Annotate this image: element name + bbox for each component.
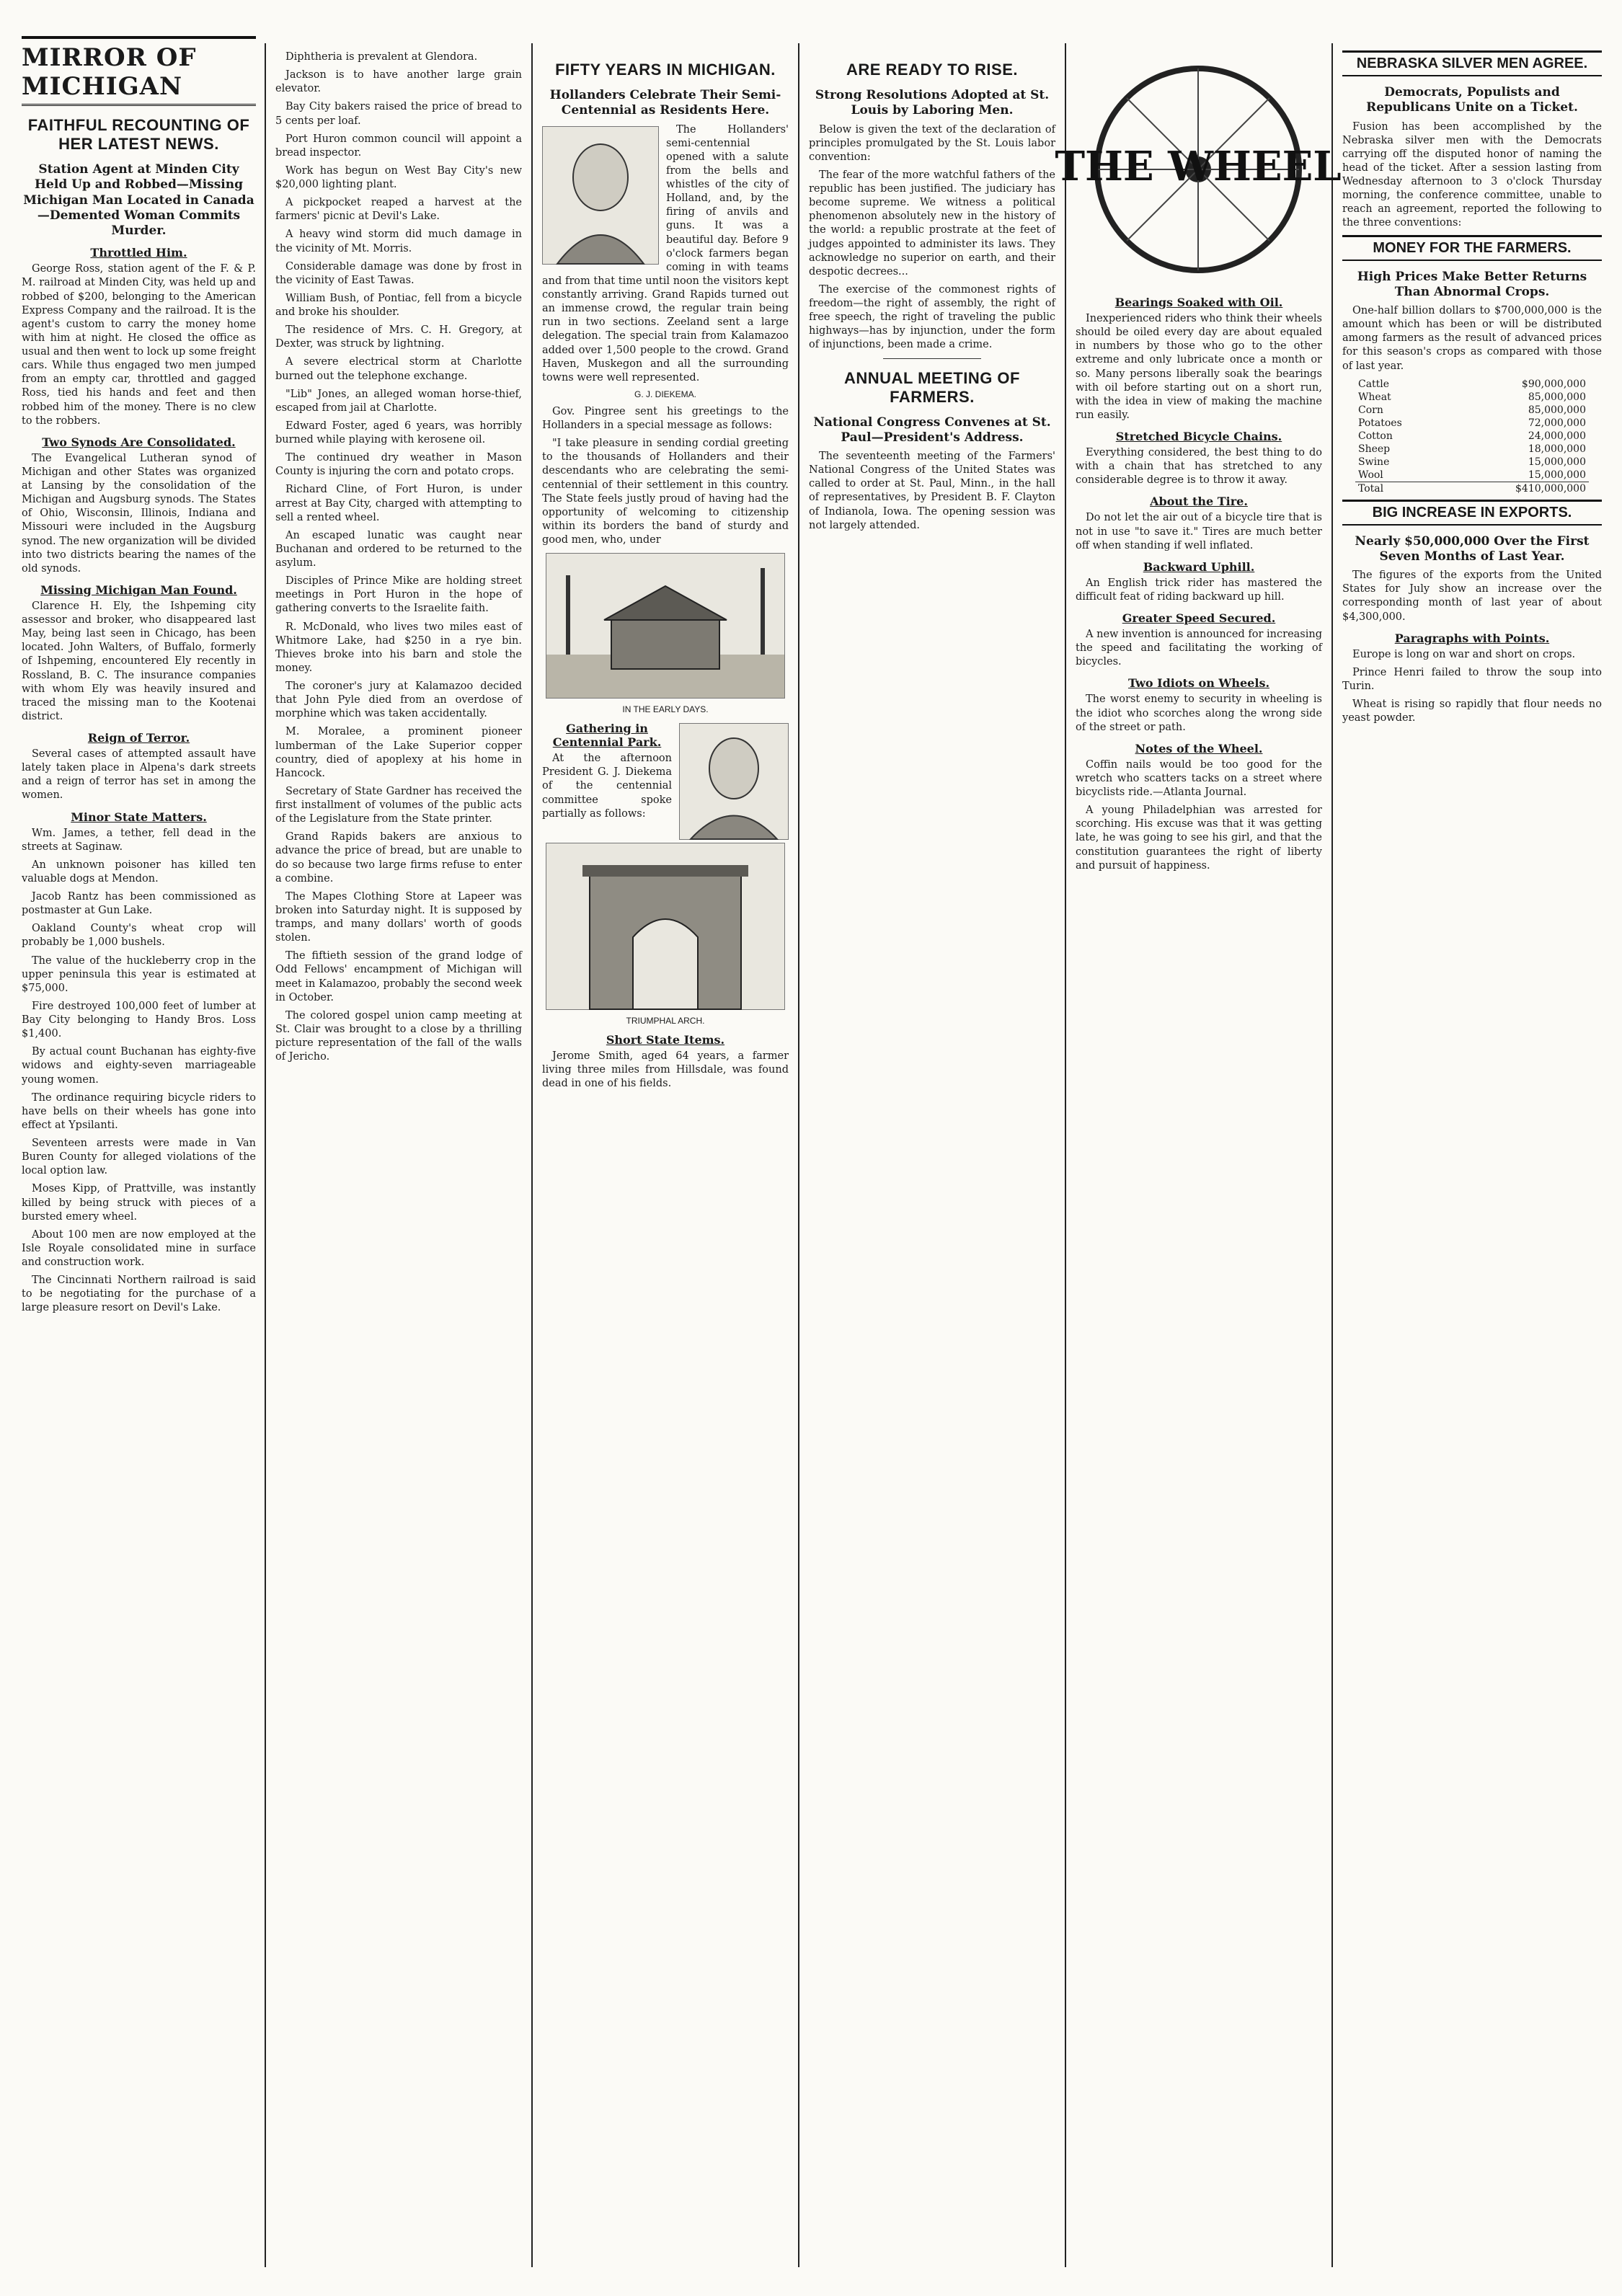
table-row	[1355, 456, 1589, 469]
subhead: Missing Michigan Man Found.	[40, 582, 237, 597]
table-row	[1355, 417, 1589, 430]
column-rule	[1065, 43, 1066, 2267]
article-text: Clarence H. Ely, the Ishpeming city assessor and broker, who disappeared last May, being last seen in Chicago, has been located. John Walters, of Buffalo, formerly of Ishpeming, encountered Ely recently in Rossland, B. C. The insurance companies with whom Ely was heavily insured and traced the missing man to the Kootenai district.	[22, 600, 256, 722]
column-rule	[1331, 43, 1333, 2267]
brief: Port Huron common council will appoint a bread inspector.	[275, 133, 522, 159]
brief: Jackson is to have another large grain elevator.	[275, 69, 522, 95]
crop-name: Sheep	[1358, 443, 1391, 455]
the-wheel-logo	[1055, 50, 1378, 288]
article-text: The worst enemy to security in wheeling is the idiot who scorches along the wrong side of the street or path.	[1076, 693, 1322, 733]
log-cabin-icon	[546, 554, 784, 698]
column-4	[802, 50, 1063, 2267]
crop-name: Wheat	[1358, 391, 1391, 403]
deck: Station Agent at Minden City Held Up and Robbed—Missing Michigan Man Located in Canada—Demented Woman Commits Murder.	[23, 162, 254, 238]
subhead: Reign of Terror.	[87, 731, 190, 745]
logo-text: THE WHEEL	[1055, 143, 1342, 190]
crop-name: Wool	[1358, 469, 1383, 481]
subhead: Two Idiots on Wheels.	[1127, 676, 1270, 691]
brief: "Lib" Jones, an alleged woman horse-thief, escaped from jail at Charlotte.	[275, 388, 522, 414]
brief: M. Moralee, a prominent pioneer lumberman of the Lake Superior copper country, died of apoplexy at his home in Hancock.	[275, 726, 522, 779]
column-rule	[265, 43, 266, 2267]
subhead: About the Tire.	[1150, 495, 1248, 509]
headline: FIFTY YEARS IN MICHIGAN.	[555, 61, 776, 79]
brief: Seventeen arrests were made in Van Buren County for alleged violations of the local option law.	[22, 1138, 256, 1177]
brief: Bay City bakers raised the price of bread to 5 cents per loaf.	[275, 101, 522, 127]
deck: National Congress Convenes at St. Paul—President's Address.	[813, 415, 1051, 445]
brief: Oakland County's wheat crop will probably be 1,000 bushels.	[22, 923, 256, 949]
article-text: Everything considered, the best thing to do with a chain that has stretched to any considerable degree is to throw it away.	[1076, 447, 1322, 487]
subhead: Minor State Matters.	[71, 810, 207, 824]
table-total-row	[1355, 482, 1589, 495]
headline: MONEY FOR THE FARMERS.	[1342, 235, 1602, 261]
caption: TRIUMPHAL ARCH.	[626, 1016, 705, 1027]
article-text: George Ross, station agent of the F. & P. M. railroad at Minden City, was held up and robbed of $200, belonging to the American Express Company and the railroad. It is the agent's custom to carry the money home with him at night. He closed the office as usual and then went to lock up some freight cars. While thus engaged two men jumped from an empty car, throttled and gagged Ross, tied his hands and feet and then robbed him of the money. There is no clew to the robbers.	[22, 263, 256, 427]
brief: The fiftieth session of the grand lodge of Odd Fellows' encampment of Michigan will meet in Kalamazoo, probably the second week in October.	[275, 950, 522, 1003]
table-row	[1355, 430, 1589, 443]
headline: BIG INCREASE IN EXPORTS.	[1342, 500, 1602, 526]
portrait-icon	[680, 724, 788, 839]
brief: The value of the huckleberry crop in the upper peninsula this year is estimated at $75,000.	[22, 954, 256, 994]
brief: An escaped lunatic was caught near Buchanan and ordered to be returned to the asylum.	[275, 529, 522, 569]
brief: Disciples of Prince Mike are holding street meetings in Port Huron in the hope of gathering converts to the Israelite faith.	[275, 575, 522, 615]
brief: Edward Foster, aged 6 years, was horribly burned while playing with kerosene oil.	[275, 420, 522, 446]
article-text: A new invention is announced for increasing the speed and facilitating the working of bicycles.	[1076, 629, 1322, 668]
brief: By actual count Buchanan has eighty-five widows and eighty-seven marriageable young women.	[22, 1046, 256, 1086]
brief: A severe electrical storm at Charlotte burned out the telephone exchange.	[275, 356, 522, 382]
table-row	[1355, 404, 1589, 417]
subhead: Bearings Soaked with Oil.	[1114, 296, 1283, 309]
column-rule	[531, 43, 533, 2267]
subhead: Throttled Him.	[90, 246, 187, 260]
brief: Grand Rapids bakers are anxious to advance the price of bread, but are unable to do so because two large firms refuse to enter a combine.	[275, 831, 522, 885]
separator	[883, 358, 982, 359]
crop-value: 18,000,000	[1528, 443, 1586, 455]
brief: William Bush, of Pontiac, fell from a bicycle and broke his shoulder.	[275, 292, 522, 318]
brief: Considerable damage was done by frost in the vicinity of East Tawas.	[275, 260, 522, 286]
deck: High Prices Make Better Returns Than Abnormal Crops.	[1357, 269, 1587, 299]
article-text: An English trick rider has mastered the difficult feat of riding backward up hill.	[1076, 577, 1322, 603]
headline: FAITHFUL RECOUNTING OF HER LATEST NEWS.	[27, 116, 250, 153]
crop-value: 24,000,000	[1528, 430, 1586, 442]
brief: Moses Kipp, of Prattville, was instantly killed by being struck with pieces of a bursted emery wheel.	[22, 1183, 256, 1223]
caption: G. J. DIEKEMA.	[634, 389, 696, 399]
brief: The residence of Mrs. C. H. Gregory, at Dexter, was struck by lightning.	[275, 324, 522, 350]
headline: ANNUAL MEETING OF FARMERS.	[844, 368, 1020, 406]
total-value: $410,000,000	[1448, 482, 1590, 495]
crop-name: Cotton	[1358, 430, 1393, 442]
brief: A young Philadelphian was arrested for scorching. His excuse was that it was getting late, he was going to see his girl, and that the constitution guarantees the right of liberty and pursuit of happiness.	[1076, 805, 1322, 872]
table-row	[1355, 469, 1589, 482]
subhead: Stretched Bicycle Chains.	[1115, 430, 1282, 443]
caption: IN THE EARLY DAYS.	[622, 704, 709, 715]
deck: Democrats, Populists and Republicans Unite on a Ticket.	[1366, 85, 1578, 115]
column-rule	[798, 43, 799, 2267]
crop-values-table	[1355, 378, 1589, 495]
column-3	[535, 50, 796, 2267]
crop-name: Corn	[1358, 404, 1383, 416]
article-text: The Hollanders' semi-centennial opened with a salute from the bells and whistles of the city of Holland, and, by the firing of anvils and guns. It was a beautiful day. Before 9 o'clock farmers began coming in with teams and from that time until noon the visitors kept constantly arriving. Grand Rapids turned out an immense crowd, the regular train being run in two sections. Zeeland sent a large delegation. The special train from Kalamazoo added over 1,500 people to the crowd. Grand Haven, Muskegon and all the surrounding towns were well represented.	[542, 123, 789, 384]
brief: The colored gospel union camp meeting at St. Clair was brought to a close by a thrilling picture representation of the fall of the walls of Jericho.	[275, 1009, 522, 1063]
column-5	[1055, 50, 1342, 2267]
subhead: Two Synods Are Consolidated.	[42, 435, 236, 449]
early-days-illustration	[546, 553, 785, 699]
brief: A pickpocket reaped a harvest at the farmers' picnic at Devil's Lake.	[275, 197, 522, 223]
brief: Europe is long on war and short on crops.	[1352, 648, 1576, 660]
brief: Diphtheria is prevalent at Glendora.	[285, 51, 478, 63]
brief: Work has begun on West Bay City's new $20,000 lighting plant.	[275, 164, 522, 190]
brief: The Cincinnati Northern railroad is said to be negotiating for the purchase of a large pleasure resort on Devil's Lake.	[22, 1275, 256, 1314]
article-text: One-half billion dollars to $700,000,000 is the amount which has been or will be distributed among farmers as the result of advanced prices for this season's crops as compared with those of last year.	[1342, 305, 1602, 372]
brief: Jerome Smith, aged 64 years, a farmer living three miles from Hillsdale, was found dead in one of his fields.	[542, 1050, 789, 1090]
brief: The Mapes Clothing Store at Lapeer was broken into Saturday night. It is supposed by tramps, and many dollars' worth of goods stolen.	[275, 890, 522, 944]
article-text: Gov. Pingree sent his greetings to the Hollanders in a special message as follows:	[542, 405, 789, 431]
crop-value: $90,000,000	[1521, 378, 1586, 390]
article-text: Inexperienced riders who think their wheels should be oiled every day are about equaled in numbers by those who go to the other extreme and only lubricate once a month or so. Many persons liberally soak the bearings with oil before starting out on a short run, with the idea in view of making the machine run easily.	[1076, 313, 1322, 421]
article-text: The figures of the exports from the United States for July show an increase over the corresponding month of last year of about $4,300,000.	[1342, 569, 1602, 623]
article-text: The seventeenth meeting of the Farmers' National Congress of the United States was called to order at St. Paul, Minn., in the hall of representatives, by President B. F. Clayton of Indianola, Iowa. The opening session was not largely attended.	[809, 451, 1055, 531]
portrait-illustration	[679, 723, 789, 840]
brief: Fire destroyed 100,000 feet of lumber at Bay City belonging to Handy Bros. Loss $1,400.	[22, 1000, 256, 1040]
brief: The ordinance requiring bicycle riders to have bells on their wheels has gone into effect at Ypsilanti.	[22, 1091, 256, 1131]
brief: Wm. James, a tether, fell dead in the streets at Saginaw.	[22, 827, 256, 853]
brief: An unknown poisoner has killed ten valuable dogs at Mendon.	[22, 859, 256, 885]
column-6	[1335, 50, 1609, 2267]
crop-value: 15,000,000	[1528, 469, 1586, 481]
deck: Strong Resolutions Adopted at St. Louis by Laboring Men.	[815, 88, 1050, 118]
subhead: Paragraphs with Points.	[1394, 631, 1550, 645]
brief: Jacob Rantz has been commissioned as postmaster at Gun Lake.	[22, 891, 256, 917]
article-text: Below is given the text of the declaration of principles promulgated by the St. Louis labor convention:	[809, 123, 1055, 163]
brief: A heavy wind storm did much damage in the vicinity of Mt. Morris.	[275, 229, 522, 254]
crop-name: Swine	[1358, 456, 1390, 468]
headline: ARE READY TO RISE.	[846, 61, 1018, 79]
column-2	[268, 50, 529, 2267]
brief: Richard Cline, of Fort Huron, is under arrest at Bay City, charged with attempting to sell a rented wheel.	[275, 484, 522, 523]
crop-value: 85,000,000	[1528, 391, 1586, 403]
brief: R. McDonald, who lives two miles east of Whitmore Lake, had $250 in a rye bin. Thieves broke into his barn and stole the money.	[275, 621, 522, 674]
portrait-icon	[543, 127, 658, 264]
crop-value: 85,000,000	[1528, 404, 1586, 416]
table-row	[1355, 443, 1589, 456]
crop-name: Potatoes	[1358, 417, 1402, 429]
portrait-illustration	[542, 126, 659, 265]
brief: The continued dry weather in Mason County is injuring the corn and potato crops.	[275, 452, 522, 478]
brief: Wheat is rising so rapidly that flour needs no yeast powder.	[1342, 699, 1602, 724]
subhead: Backward Uphill.	[1143, 559, 1255, 574]
article-text: Several cases of attempted assault have lately taken place in Alpena's dark streets and a reign of terror has set in among the women.	[22, 748, 256, 802]
triumphal-arch-illustration	[546, 843, 785, 1010]
subhead: Notes of the Wheel.	[1135, 741, 1263, 755]
brief: Secretary of State Gardner has received the first installment of volumes of the public acts of the Legislature from the State printer.	[275, 785, 522, 825]
subhead: Greater Speed Secured.	[1122, 611, 1276, 625]
crop-value: 15,000,000	[1528, 456, 1586, 468]
article-text: "I take pleasure in sending cordial greeting to the thousands of Hollanders and their descendants who are celebrating the semi-centennial of their settlement in this country. The State feels justly proud of having had the opportunity of welcoming to citizenship within its borders the band of sturdy and good men, who, under	[542, 438, 789, 546]
crop-value: 72,000,000	[1528, 417, 1586, 429]
article-text: Fusion has been accomplished by the Nebraska silver men with the Democrats carrying off the disputed honor of naming the head of the ticket. After a session lasting from Wednesday afternoon to 3 o'clock Thursday morning, the conference committee, unable to reach an agreement, reported the following to the three conventions:	[1342, 120, 1602, 229]
article-text: Do not let the air out of a bicycle tire that is not in use "to save it." Tires are much better off when standing if well inflated.	[1076, 512, 1322, 551]
subhead: Gathering in Centennial Park.	[552, 722, 662, 750]
brief: About 100 men are now employed at the Isle Royale consolidated mine in surface and construction work.	[22, 1228, 256, 1268]
crop-name: Cattle	[1358, 378, 1390, 390]
wheel-icon	[1055, 50, 1342, 281]
article-text: The fear of the more watchful fathers of the republic has been justified. The judiciary has become supreme. We witness a political phenomenon absolutely new in the history of the world: a republic prostrate at the feet of judges appointed to administer its laws. They acknowledge no superior on earth, and their despotic decrees...	[809, 169, 1055, 278]
total-label: Total	[1355, 482, 1448, 495]
brief: The coroner's jury at Kalamazoo decided that John Pyle died from an overdose of morphine which was taken accidentally.	[275, 681, 522, 720]
article-text: The Evangelical Lutheran synod of Michigan and other States was organized at Lansing by the consolidation of the Michigan and Augsburg synods. The States of Ohio, Wisconsin, Illinois, Indiana and Missouri were included in the Augsburg synod. The new organization will be divided into two districts bearing the names of the old synods.	[22, 452, 256, 575]
headline: NEBRASKA SILVER MEN AGREE.	[1342, 50, 1602, 76]
article-text: The exercise of the commonest rights of freedom—the right of assembly, the right of free speech, the right of traveling the public highways—has by injunction, under the form of injunctions, been made a crime.	[809, 283, 1055, 351]
table-row	[1355, 391, 1589, 404]
brief: Prince Henri failed to throw the soup into Turin.	[1342, 666, 1602, 692]
article-text: At the afternoon President G. J. Diekema of the centennial committee spoke partially as follows:	[542, 753, 672, 820]
subhead: Short State Items.	[606, 1033, 725, 1047]
deck: Hollanders Celebrate Their Semi-Centennial as Residents Here.	[549, 88, 781, 118]
brief: Coffin nails would be too good for the wretch who scatters tacks on a street where bicyclists ride.—Atlanta Journal.	[1076, 758, 1322, 798]
masthead: MIRROR OF MICHIGAN	[22, 36, 256, 106]
arch-icon	[546, 843, 784, 1009]
deck: Nearly $50,000,000 Over the First Seven Months of Last Year.	[1355, 533, 1590, 564]
column-1	[14, 36, 263, 2267]
table-row	[1355, 378, 1589, 391]
